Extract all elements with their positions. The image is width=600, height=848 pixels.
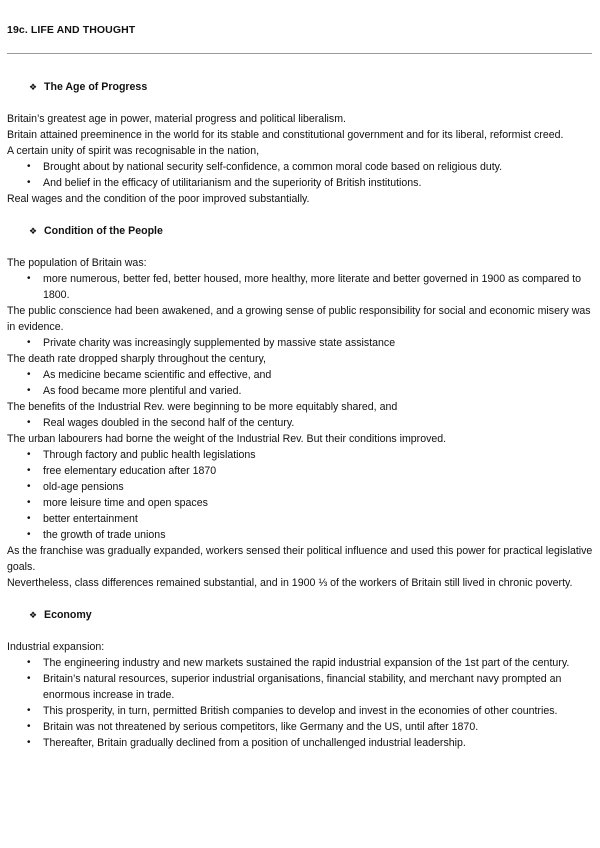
paragraph: Nevertheless, class differences remained substantial, and in 1900 ⅓ of the workers of Britain still lived in chronic poverty.: [7, 577, 573, 589]
paragraph: As the franchise was gradually expanded, workers sensed their political influence and used this power for practical legislative goals.: [7, 545, 593, 573]
bullet-list: [7, 335, 593, 351]
bullet-item: • As medicine became scientific and effective, and: [7, 367, 593, 383]
bullet-item: • the growth of trade unions: [7, 527, 593, 543]
bullet-item: • Private charity was increasingly supplemented by massive state assistance: [7, 335, 593, 351]
diamond-bullet-icon: ❖: [29, 610, 38, 620]
section-heading: [29, 607, 593, 623]
section-heading-text: Condition of the People: [44, 225, 163, 237]
paragraph: A certain unity of spirit was recognisable in the nation,: [7, 145, 260, 157]
document-title: 19c. LIFE AND THOUGHT: [7, 24, 136, 36]
bullet-item: • As food became more plentiful and varied.: [7, 383, 593, 399]
bullet-item: • The engineering industry and new markets sustained the rapid industrial expansion of the 1st part of the century.: [7, 655, 593, 671]
section-heading: [29, 223, 593, 239]
bullet-item: • free elementary education after 1870: [7, 463, 593, 479]
diamond-bullet-icon: ❖: [29, 82, 38, 92]
paragraph: Britain attained preeminence in the world for its stable and constitutional government and for its liberal, reformist creed.: [7, 129, 564, 141]
section-heading-text: The Age of Progress: [44, 81, 148, 93]
paragraph: Britain’s greatest age in power, material progress and political liberalism.: [7, 113, 346, 125]
paragraph: The urban labourers had borne the weight of the Industrial Rev. But their conditions improved.: [7, 433, 447, 445]
bullet-list: [7, 415, 593, 431]
document-body: [7, 79, 593, 751]
paragraph: The benefits of the Industrial Rev. were beginning to be more equitably shared, and: [7, 401, 398, 413]
bullet-item: • old-age pensions: [7, 479, 593, 495]
bullet-item: • Thereafter, Britain gradually declined from a position of unchallenged industrial leadership.: [7, 735, 593, 751]
bullet-item: • And belief in the efficacy of utilitarianism and the superiority of British institutions.: [7, 175, 593, 191]
bullet-item: • Through factory and public health legislations: [7, 447, 593, 463]
section-heading-text: Economy: [44, 609, 92, 621]
bullet-item: • Real wages doubled in the second half of the century.: [7, 415, 593, 431]
bullet-item: • Brought about by national security self-confidence, a common moral code based on religious duty.: [7, 159, 593, 175]
paragraph: The death rate dropped sharply throughout the century,: [7, 353, 266, 365]
bullet-item: • This prosperity, in turn, permitted British companies to develop and invest in the economies of other countries.: [7, 703, 593, 719]
bullet-item: • Britain was not threatened by serious competitors, like Germany and the US, until after 1870.: [7, 719, 593, 735]
paragraph: The public conscience had been awakened, and a growing sense of public responsibility for social and economic misery was in evidence.: [7, 305, 591, 333]
paragraph: The population of Britain was:: [7, 257, 147, 269]
bullet-list: [7, 655, 593, 751]
bullet-list: [7, 447, 593, 543]
bullet-item: • more numerous, better fed, better housed, more healthy, more literate and better governed in 1900 as compared to 1800.: [7, 271, 593, 303]
bullet-item: • more leisure time and open spaces: [7, 495, 593, 511]
bullet-item: • Britain’s natural resources, superior industrial organisations, financial stability, and merchant navy prompted an enormous increase in trade.: [7, 671, 593, 703]
title-divider: [7, 53, 592, 54]
section-heading: [29, 79, 593, 95]
diamond-bullet-icon: ❖: [29, 226, 38, 236]
bullet-list: [7, 367, 593, 399]
paragraph: Real wages and the condition of the poor improved substantially.: [7, 193, 310, 205]
bullet-item: • better entertainment: [7, 511, 593, 527]
paragraph: Industrial expansion:: [7, 641, 105, 653]
bullet-list: [7, 159, 593, 191]
bullet-list: [7, 271, 593, 303]
